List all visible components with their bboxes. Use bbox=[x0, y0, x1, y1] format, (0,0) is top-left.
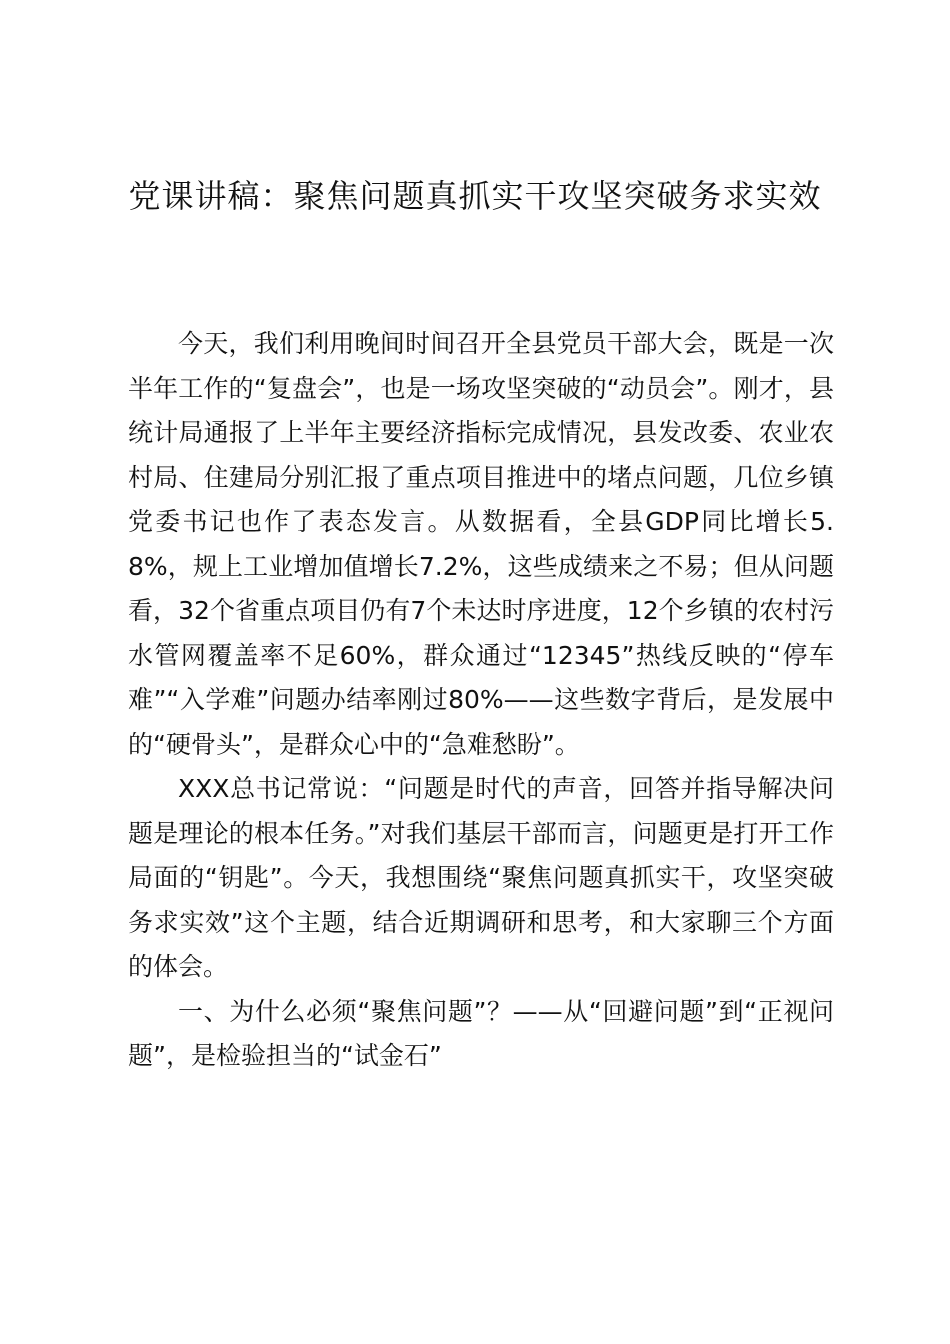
paragraph-theme: XXX总书记常说：“问题是时代的声音，回答并指导解决问题是理论的根本任务。”对我们基层干部而言，问题更是打开工作局面的“钥匙”。今天，我想围绕“聚焦问题真抓实干，攻坚突破务求实效”这个主题，结合近期调研和思考，和大家聊三个方面的体会。 bbox=[128, 774, 834, 981]
section-heading-1: 一、为什么必须“聚焦问题”？——从“回避问题”到“正视问题”，是检验担当的“试金石” bbox=[128, 996, 834, 1070]
document-body bbox=[128, 322, 834, 1079]
paragraph-opening: 今天，我们利用晚间时间召开全县党员干部大会，既是一次半年工作的“复盘会”，也是一场攻坚突破的“动员会”。刚才，县统计局通报了上半年主要经济指标完成情况，县发改委、农业农村局、住建局分别汇报了重点项目推进中的堵点问题，几位乡镇党委书记也作了表态发言。从数据看，全县GDP同比增长5.8%，规上工业增加值增长7.2%，这些成绩来之不易；但从问题看，32个省重点项目仍有7个未达时序进度，12个乡镇的农村污水管网覆盖率不足60%，群众通过“12345”热线反映的“停车难”“入学难”问题办结率刚过80%——这些数字背后，是发展中的“硬骨头”，是群众心中的“急难愁盼”。 bbox=[128, 329, 834, 759]
document-title: 党课讲稿：聚焦问题真抓实干攻坚突破务求实效 bbox=[128, 177, 822, 215]
